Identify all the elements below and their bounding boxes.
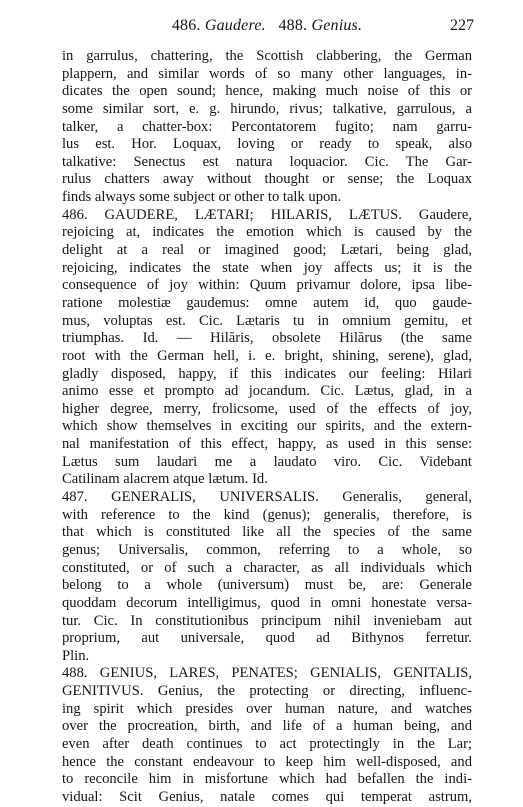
header-left-number: 486. <box>171 17 201 34</box>
text-line: proprium, aut universale, quod ad Bithynos ferretur. <box>62 630 472 647</box>
text-line: lus est. Hor. Loquax, loving or ready to speak, also <box>62 136 472 153</box>
text-line: dicates the open sound; hence, making much noise of this or <box>62 83 472 100</box>
text-line: talkative: Senectus est natura loquacior. Cic. The Gar- <box>62 153 472 170</box>
text-line: 487. GENERALIS, UNIVERSALIS. Generalis, general, <box>62 489 472 506</box>
text-line: 486. GAUDERE, LÆTARI; HILARIS, LÆTUS. Gaudere, <box>62 206 472 223</box>
header-right-number: 488. <box>278 17 308 34</box>
text-line: ratione molestiæ gaudemus: omne autem id, quo gaude- <box>62 294 472 311</box>
text-line: to reconcile him in misfortune which had befallen the indi- <box>62 771 472 788</box>
page-number: 227 <box>450 17 474 34</box>
text-line: higher degree, merry, frolicsome, used of the effects of joy, <box>62 400 472 417</box>
text-line: over the procreation, birth, and life of a human being, and <box>62 718 472 735</box>
text-line: ing spirit which presides over human nature, and watches <box>62 700 472 717</box>
running-title <box>62 14 472 38</box>
text-line: vidual: Scit Genius, natale comes qui temperat astrum, <box>62 788 472 805</box>
text-line: 488. GENIUS, LARES, PENATES; GENIALIS, GENITALIS, <box>62 665 472 682</box>
text-line: gladly disposed, happy, if this indicates our feeling: Hilari <box>62 365 472 382</box>
text-line: consequence of joy within: Quum privamur dolore, ipsa libe- <box>62 277 472 294</box>
text-line: hence the constant endeavour to keep him well-disposed, and <box>62 753 472 770</box>
text-line: in garrulus, chattering, the Scottish clabbering, the German <box>62 48 472 64</box>
text-line: which show themselves in exciting our spirits, and the extern- <box>62 418 472 435</box>
text-line: root with the German hell, i. e. bright, shining, serene), glad, <box>62 347 472 364</box>
text-line: mus, voluptas est. Cic. Lætaris tu in omnium gemitu, et <box>62 312 472 329</box>
text-line: animo esse et prompto ad jocandum. Cic. Lætus, glad, in a <box>62 383 472 400</box>
text-line: with reference to the kind (genus); generalis, therefore, is <box>62 506 472 523</box>
text-line: nal manifestation of this effect, happy, as used in this sense: <box>62 436 472 453</box>
text-line: GENITIVUS. Genius, the protecting or directing, influenc- <box>62 683 472 700</box>
text-line: rejoicing at, indicates the emotion which is caused by the <box>62 224 472 241</box>
text-line: constituted, or of such a character, as all individuals which <box>62 559 472 576</box>
text-line: tur. Cic. In constitutionibus principum nihil inveniebam aut <box>62 612 472 629</box>
header-left-word: Gaudere. <box>204 17 266 34</box>
body-text <box>62 48 472 807</box>
text-line: Catilinam alacrem atque lætum. Id. <box>62 471 268 488</box>
text-line: even after death continues to act protectingly in the Lar; <box>62 735 472 752</box>
text-line: delight at a real or imagined good; Lætari, being glad, <box>62 242 472 259</box>
text-line: rejoicing, indicates the state when joy affects us; it is the <box>62 259 472 276</box>
text-line: Lætus sum laudari me a laudato viro. Cic. Videbant <box>62 453 472 470</box>
text-line: plappern, and similar words of so many other languages, in- <box>62 65 472 82</box>
text-line: genus; Universalis, common, referring to a whole, so <box>62 541 472 558</box>
text-line: rulus chatters away without thought or sense; the Loquax <box>62 171 472 188</box>
text-line: belong to a whole (universum) must be, are: Generale <box>62 577 472 594</box>
book-page <box>62 14 472 807</box>
header-right-word: Genius. <box>311 17 363 34</box>
text-line: talker, a chatter-box: Percontatorem fugito; nam garru- <box>62 118 472 135</box>
text-line: quoddam decorum intelligimus, quod in omni honestate versa- <box>62 594 472 611</box>
text-line: that which is constituted like all the species of the same <box>62 524 472 541</box>
text-line: finds always some subject or other to talk upon. <box>62 189 342 206</box>
text-line: some similar sort, e. g. hirundo, rivus; talkative, garrulous, a <box>62 100 472 117</box>
text-line: Plin. <box>62 647 90 664</box>
text-line: triumphas. Id. — Hilăris, obsolete Hilărus (the same <box>62 330 472 347</box>
running-header <box>62 14 472 38</box>
